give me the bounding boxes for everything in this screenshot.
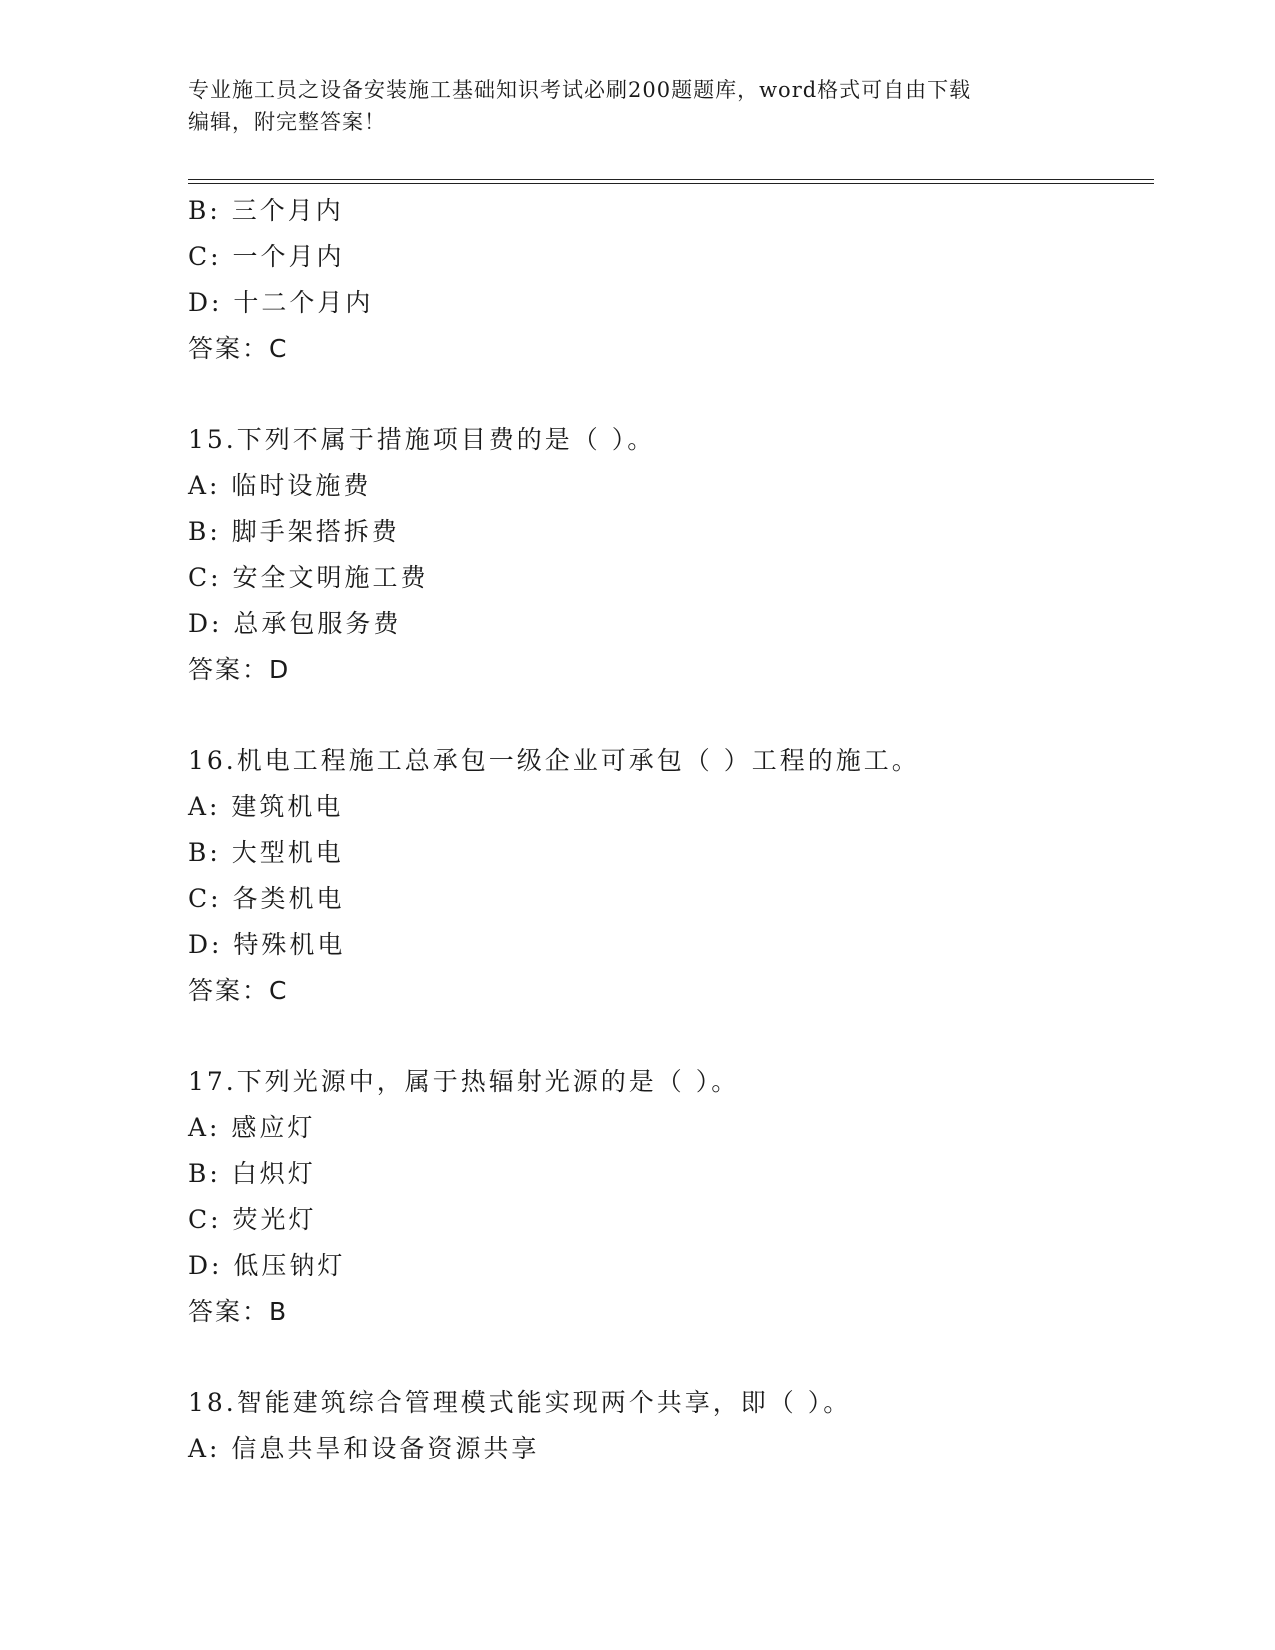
option-c: C: 一个月内 (188, 242, 345, 271)
option-a: A: 建筑机电 (188, 792, 344, 821)
question-stem: 17.下列光源中，属于热辐射光源的是（ ）。 (188, 1067, 740, 1096)
question-18 (188, 1380, 1168, 1472)
answer-line: 答案：B (188, 1297, 289, 1326)
header-divider-bottom (188, 183, 1154, 184)
question-17 (188, 1059, 1168, 1335)
header-title-line-2: 编辑，附完整答案！ (188, 110, 386, 134)
answer-line: 答案：C (188, 334, 289, 363)
option-d: D: 十二个月内 (188, 288, 374, 317)
question-list (188, 188, 1168, 1472)
question-14-continued (188, 188, 1168, 372)
option-c: C: 各类机电 (188, 884, 345, 913)
question-stem: 18.智能建筑综合管理模式能实现两个共享，即（ ）。 (188, 1388, 852, 1417)
question-15 (188, 417, 1168, 693)
option-a: A: 感应灯 (188, 1113, 316, 1142)
answer-line: 答案：C (188, 976, 289, 1005)
question-16 (188, 738, 1168, 1014)
option-b: B: 大型机电 (188, 838, 344, 867)
document-header (188, 74, 1068, 138)
option-d: D: 特殊机电 (188, 930, 346, 959)
header-divider-top (188, 179, 1154, 180)
option-c: C: 安全文明施工费 (188, 563, 429, 592)
question-stem: 15.下列不属于措施项目费的是（ ）。 (188, 425, 656, 454)
option-d: D: 总承包服务费 (188, 609, 402, 638)
option-a: A: 临时设施费 (188, 471, 372, 500)
option-b: B: 三个月内 (188, 196, 344, 225)
option-b: B: 白炽灯 (188, 1159, 316, 1188)
header-title-line-1: 专业施工员之设备安装施工基础知识考试必刷200题题库，word格式可自由下载 (188, 78, 972, 102)
option-d: D: 低压钠灯 (188, 1251, 346, 1280)
option-c: C: 荧光灯 (188, 1205, 317, 1234)
option-a: A: 信息共旱和设备资源共享 (188, 1434, 540, 1463)
question-stem: 16.机电工程施工总承包一级企业可承包（ ）工程的施工。 (188, 746, 920, 775)
option-b: B: 脚手架搭拆费 (188, 517, 400, 546)
answer-line: 答案：D (188, 655, 291, 684)
